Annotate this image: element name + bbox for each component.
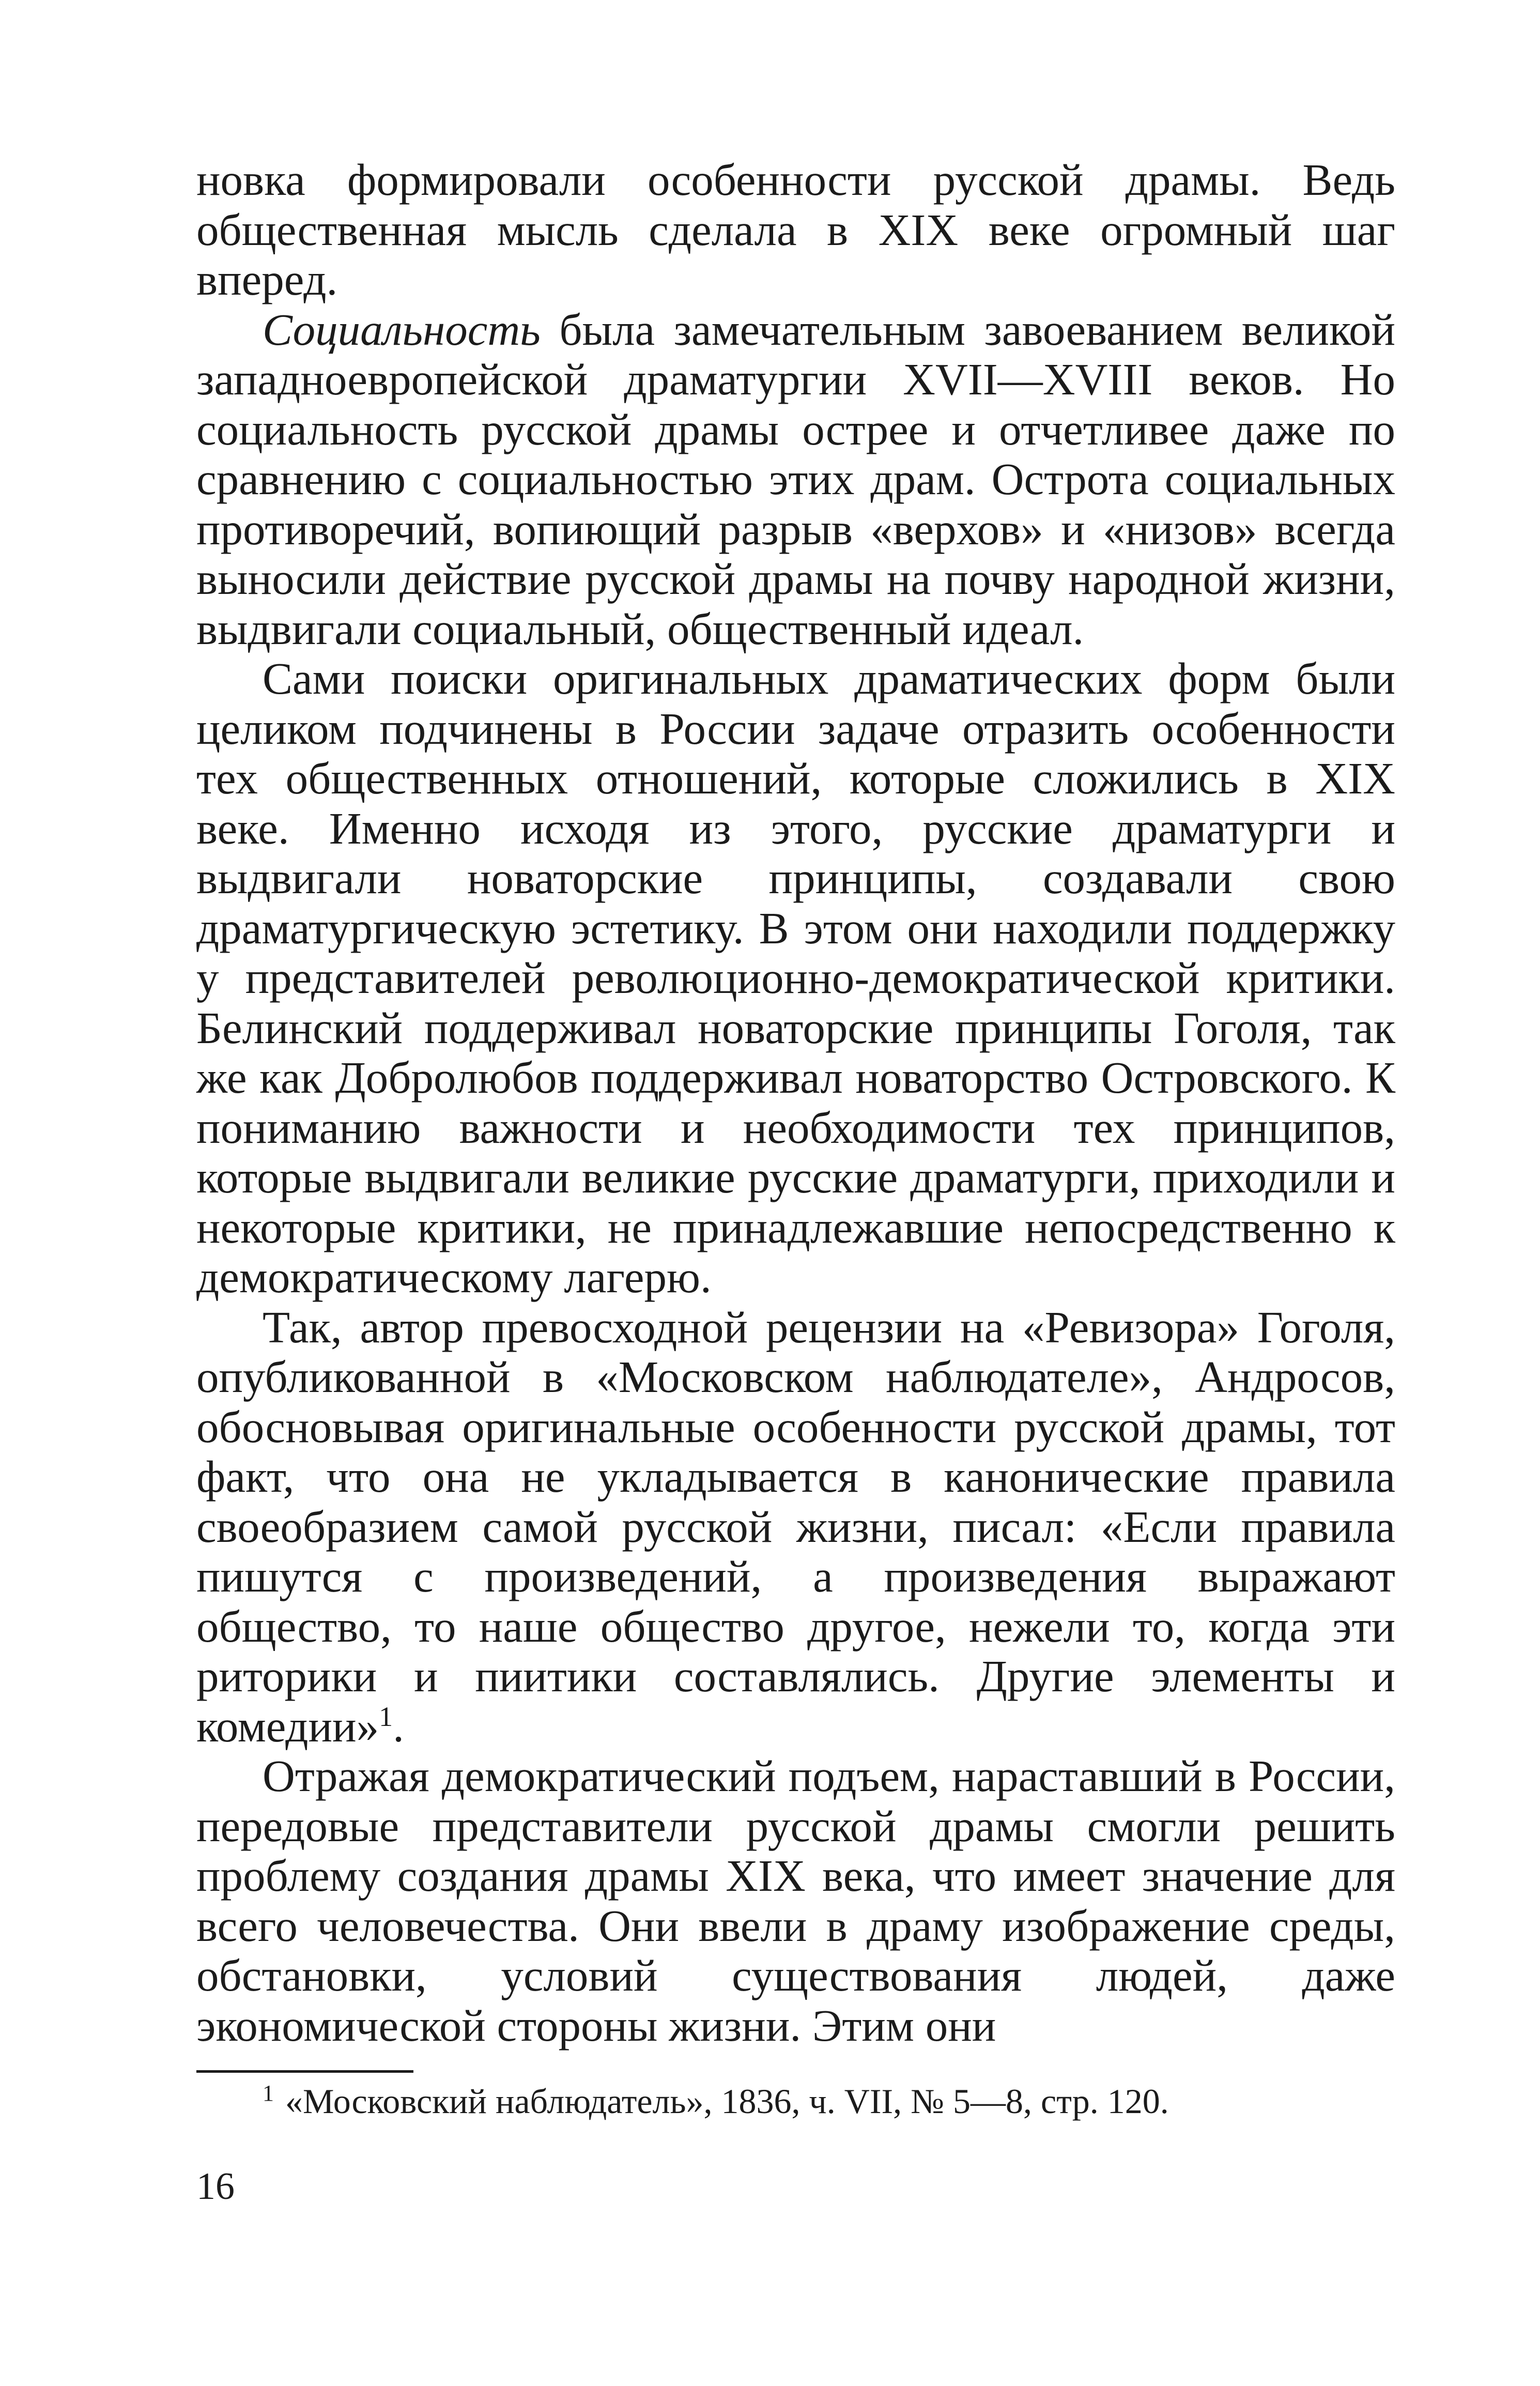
footnote-marker: 1 bbox=[263, 2081, 274, 2106]
paragraph-democratic: Отражая демократический подъем, нараставший в России, передовые представители русской драмы смогли решить проблему создания драмы XIX века, что имеет значение для всего человечества. Они ввели в драму изображение среды, обстановки, условий существования людей, даже экономической стороны жизни. Этим они bbox=[196, 1751, 1395, 2051]
page-number: 16 bbox=[196, 2165, 235, 2208]
paragraph-text: была замечательным завоеванием великой западноевропейской драматургии XVII—XVIII веков. Но социальность русской драмы острее и отчетливее даже по сравнению с социальностью этих драм. Острота социальных противоречий, вопиющий разрыв «верхов» и «низов» всегда выносили действие русской драмы на почву народной жизни, выдвигали социальный, общественный идеал. bbox=[196, 304, 1395, 654]
paragraph-text: Так, автор превосходной рецензии на «Ревизора» Гоголя, опубликованной в «Московском наблюдателе», Андросов, обосновывая оригинальные особенности русской драмы, тот факт, что она не укладывается в канонические правила своеобразием самой русской жизни, писал: «Если правила пишутся с произведений, а произведения выражают общество, то наше общество другое, нежели то, когда эти риторики и пиитики составлялись. Другие элементы и комедии» bbox=[196, 1302, 1395, 1751]
page-body bbox=[196, 155, 1395, 2051]
paragraph-tail: . bbox=[393, 1701, 404, 1751]
footnote-text: «Московский наблюдатель», 1836, ч. VII, № 5—8, стр. 120. bbox=[285, 2082, 1169, 2121]
paragraph-continued: новка формировали особенности русской драмы. Ведь общественная мысль сделала в XIX веке огромный шаг вперед. bbox=[196, 155, 1395, 304]
footnote-divider bbox=[196, 2070, 413, 2073]
paragraph-forms: Сами поиски оригинальных драматических форм были целиком подчинены в России задаче отразить особенности тех общественных отношений, которые сложились в XIX веке. Именно исходя из этого, русские драматурги и выдвигали новаторские принципы, создавали свою драматургическую эстетику. В этом они находили поддержку у представителей революционно-демократической критики. Белинский поддерживал новаторские принципы Гоголя, так же как Добролюбов поддерживал новаторство Островского. К пониманию важности и необходимости тех принципов, которые выдвигали великие русские драматурги, приходили и некоторые критики, не принадлежавшие непосредственно к демократическому лагерю. bbox=[196, 653, 1395, 1302]
italic-term: Социальность bbox=[263, 304, 541, 355]
paragraph-review bbox=[196, 1303, 1395, 1752]
footnote bbox=[263, 2081, 1399, 2122]
paragraph-social bbox=[196, 305, 1395, 654]
footnote-reference: 1 bbox=[379, 1701, 393, 1732]
